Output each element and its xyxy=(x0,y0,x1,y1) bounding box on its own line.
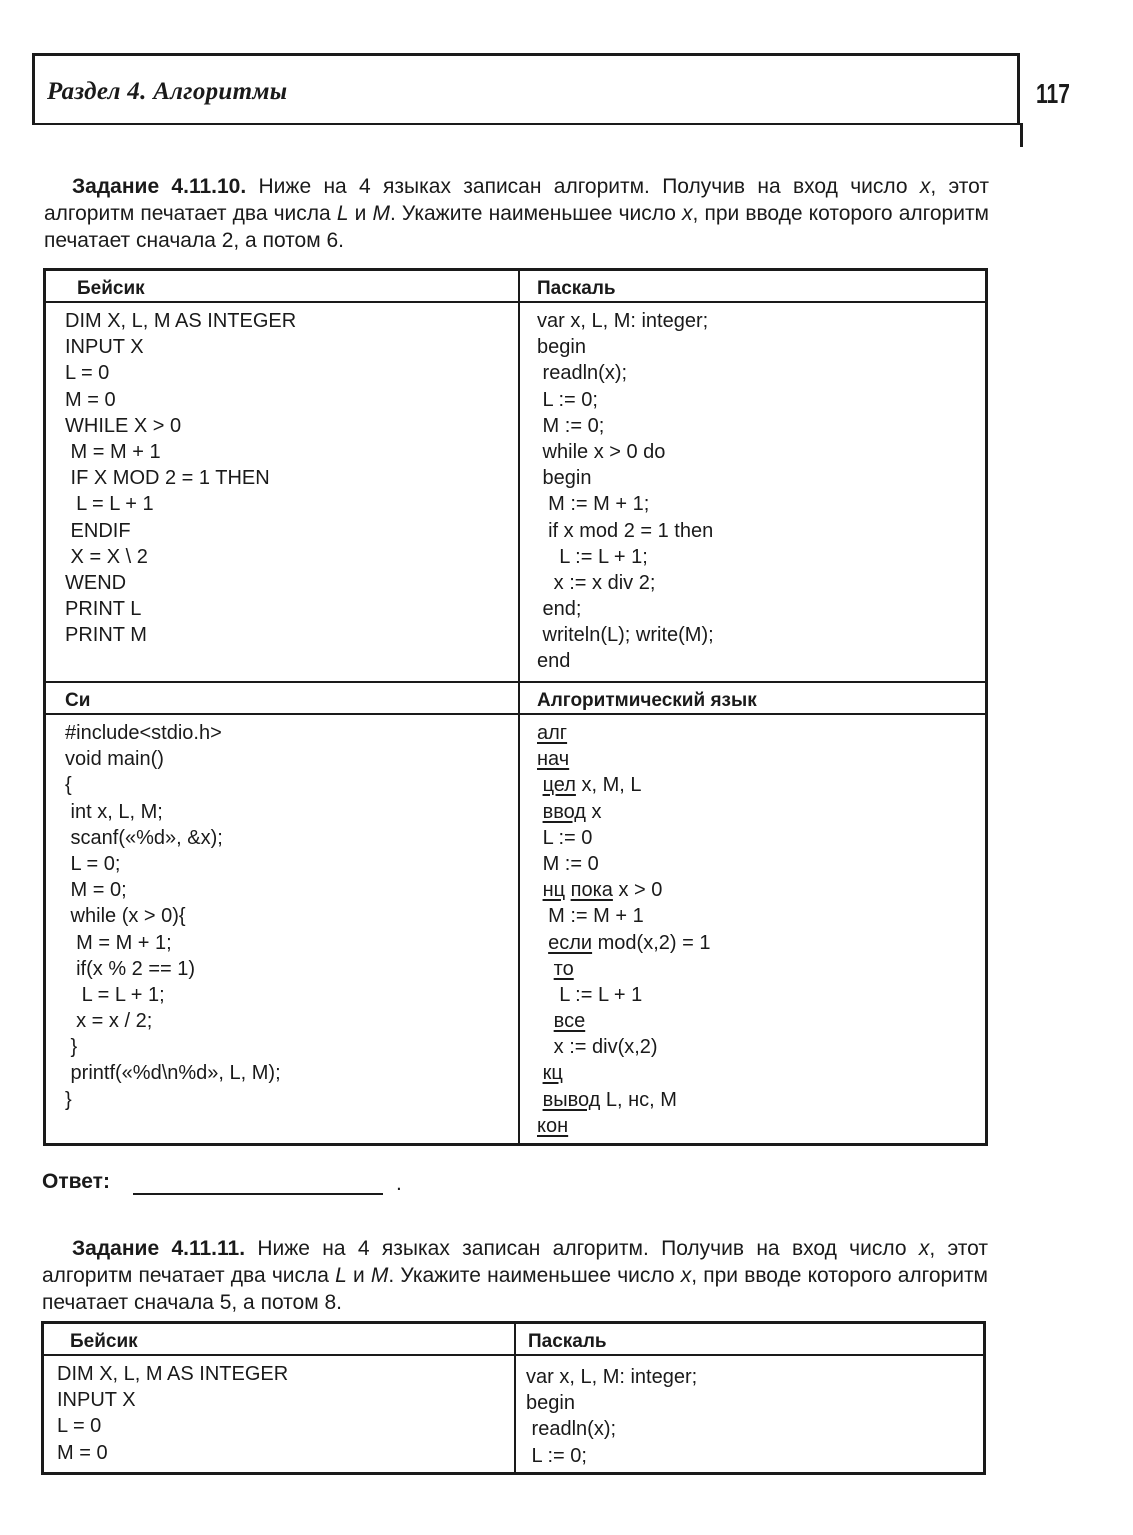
code-line: L = L + 1; xyxy=(65,983,165,1006)
code-line: M := M + 1 xyxy=(548,905,644,928)
task-4-11-10-statement: Задание 4.11.10. Ниже на 4 языках записан алгоритм. Получив на вход число x, этот алгоритм печатает два числа L и M. Укажите наименьшее число x, при вводе которого алгоритм печатает сначала 2, а потом 6. xyxy=(44,175,989,252)
header-basic: Бейсик xyxy=(45,270,520,303)
code-table-task-2 xyxy=(41,1321,986,1475)
code-line: кц xyxy=(542,1062,563,1085)
code-line: L := 0 xyxy=(542,826,593,849)
code-line: M = M + 1 xyxy=(65,440,161,463)
code-line: x := div(x,2) xyxy=(553,1036,658,1059)
code-line: DIM X, L, M AS INTEGER xyxy=(65,310,297,332)
code-line: все xyxy=(553,1010,586,1033)
pascal-code xyxy=(516,1356,983,1469)
code-line: M = 0; xyxy=(65,879,127,902)
code-line: DIM X, L, M AS INTEGER xyxy=(57,1363,289,1385)
answer-blank[interactable] xyxy=(133,1193,383,1195)
code-line: M := 0; xyxy=(537,414,605,437)
code-line: { xyxy=(65,774,72,797)
code-line: void main() xyxy=(65,748,164,771)
header-algo: Алгоритмический язык xyxy=(519,682,987,714)
pascal-code-cell xyxy=(515,1355,985,1474)
code-line: #include<stdio.h> xyxy=(65,722,222,744)
code-line: IF X MOD 2 = 1 THEN xyxy=(65,467,270,490)
code-line: x = x / 2; xyxy=(65,1010,153,1033)
code-line: INPUT X xyxy=(65,336,144,359)
code-line: нц пока x > 0 xyxy=(542,879,663,902)
basic-code-cell xyxy=(45,302,520,682)
code-line: L := L + 1 xyxy=(559,983,643,1006)
code-line: begin xyxy=(526,1392,575,1415)
code-line: нач xyxy=(537,748,570,771)
code-line: M := M + 1; xyxy=(537,493,650,516)
code-line: x := x div 2; xyxy=(537,571,656,594)
code-line: M := 0 xyxy=(542,852,599,875)
header-divider xyxy=(1020,123,1023,147)
code-line: WHILE X > 0 xyxy=(65,414,182,437)
code-line: readln(x); xyxy=(526,1418,617,1441)
code-line: то xyxy=(553,957,574,980)
algo-code xyxy=(520,715,985,1139)
code-line: readln(x); xyxy=(537,362,628,385)
code-line: L := 0; xyxy=(537,388,598,411)
code-line: printf(«%d\n%d», L, M); xyxy=(65,1062,281,1085)
code-line: цел x, M, L xyxy=(542,774,642,797)
code-line: while x > 0 do xyxy=(537,440,666,463)
code-line: если mod(x,2) = 1 xyxy=(548,931,711,954)
algo-code-cell xyxy=(519,714,987,1145)
pascal-code xyxy=(520,303,985,675)
code-line: ввод x xyxy=(542,800,602,823)
header-c: Си xyxy=(45,682,520,714)
c-code xyxy=(46,715,518,1113)
task-label: Задание 4.11.10. xyxy=(72,175,247,198)
code-line: алг xyxy=(537,722,568,744)
pascal-code-cell xyxy=(519,302,987,682)
code-line: begin xyxy=(537,467,592,490)
code-line: var x, L, M: integer; xyxy=(526,1366,698,1388)
code-line: X = X \ 2 xyxy=(65,545,148,568)
code-line: L = 0 xyxy=(57,1415,102,1438)
code-line: L = 0; xyxy=(65,852,121,875)
code-line: } xyxy=(65,1088,72,1111)
code-line: INPUT X xyxy=(57,1389,136,1412)
basic-code xyxy=(44,1356,514,1466)
code-line: end xyxy=(537,650,571,673)
code-line: вывод L, нс, M xyxy=(542,1088,677,1111)
code-line: M = 0 xyxy=(65,388,116,411)
header-pascal: Паскаль xyxy=(519,270,987,303)
code-line: M = M + 1; xyxy=(65,931,172,954)
answer-dot: . xyxy=(396,1172,402,1195)
page-number: 117 xyxy=(1036,78,1070,109)
code-line: WEND xyxy=(65,571,127,594)
code-line: scanf(«%d», &x); xyxy=(65,826,223,849)
code-line: writeln(L); write(M); xyxy=(537,624,714,647)
answer-label: Ответ: xyxy=(42,1170,110,1193)
code-line: кон xyxy=(537,1114,569,1137)
task-4-11-11-statement: Задание 4.11.11. Ниже на 4 языках записан алгоритм. Получив на вход число x, этот алгоритм печатает два числа L и M. Укажите наименьшее число x, при вводе которого алгоритм печатает сначала 5, а потом 8. xyxy=(42,1237,988,1314)
code-line: PRINT M xyxy=(65,624,147,647)
code-line: L = L + 1 xyxy=(65,493,154,516)
code-line: L := 0; xyxy=(526,1444,587,1467)
code-line: if x mod 2 = 1 then xyxy=(537,519,714,542)
code-line: var x, L, M: integer; xyxy=(537,310,709,332)
section-header xyxy=(32,53,1020,125)
code-line: int x, L, M; xyxy=(65,800,163,823)
code-line: L := L + 1; xyxy=(537,545,648,568)
code-line: } xyxy=(65,1036,78,1059)
code-line: end; xyxy=(537,598,582,621)
header-pascal: Паскаль xyxy=(515,1323,985,1356)
header-basic: Бейсик xyxy=(43,1323,516,1356)
code-line: M = 0 xyxy=(57,1441,108,1464)
code-table-task-1 xyxy=(43,268,988,1146)
basic-code xyxy=(46,303,518,648)
task-label: Задание 4.11.11. xyxy=(72,1237,246,1260)
code-line: ENDIF xyxy=(65,519,131,542)
c-code-cell xyxy=(45,714,520,1145)
code-line: begin xyxy=(537,336,586,359)
code-line: L = 0 xyxy=(65,362,110,385)
code-line: while (x > 0){ xyxy=(65,905,186,928)
code-line: PRINT L xyxy=(65,598,142,621)
basic-code-cell xyxy=(43,1355,516,1474)
section-title: Раздел 4. Алгоритмы xyxy=(47,78,288,105)
code-line: if(x % 2 == 1) xyxy=(65,957,196,980)
